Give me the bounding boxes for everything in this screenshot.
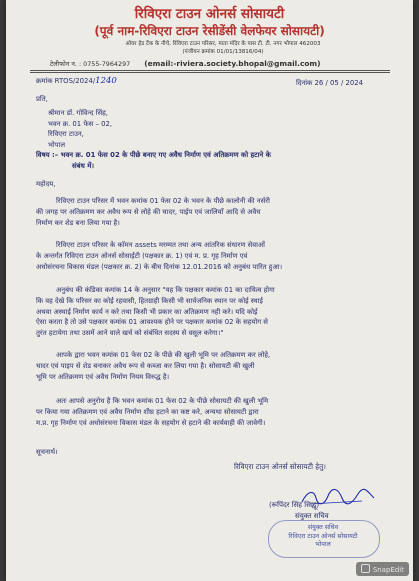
paragraph-line: अनुबंध की कंडिका कमांक 14 के अनुसार "यह कि पक्षकार कमांक 01 का दायित्व होगा [56,286,275,294]
contact-line [42,59,321,68]
seal-text [268,524,378,550]
closing-note: सूचनार्थ। [36,448,58,456]
society-former-name: (पूर्व नाम-रिविएरा टाउन रेसीडेंसी वेलफेयर सोसायटी) [94,24,325,38]
reference-label: क्रमांक RTOS/2024/ [36,77,96,85]
paragraph-line: ऐसा करता है तो उसे पक्षकार कमांक 01 आवश्यक होने पर पक्षकार कमांक 02 के सहयोग से [36,318,268,327]
registration-number: (पंजीयन क्रमांक 01/01/13816/04) [182,48,264,55]
paragraph-2 [36,240,388,272]
subject-line-continued: संबंध में। [72,162,94,170]
for-society-line: रिविएरा टाउन ओनर्स सोसायटी हेतु। [234,462,326,471]
recipient-line: भोपाल [48,140,65,149]
paragraph-line: अतः आपसे अनुरोध है कि भवन कमांक 01 फेस 02 के पीछे सोसायटी की खुली भूमि [56,397,269,405]
paragraph-line: अधोसंरचना विकास मंडल (पक्षकार क्र. 2) के बीच दिनांक 12.01.2016 को अनुबंध पारित हुआ। [36,262,283,271]
society-title: रिविएरा टाउन ओनर्स सोसायटी [134,6,285,22]
paragraph-line: अथवा अस्थाई निर्माण कार्य न करे तथा किसी भी प्रकार का अतिक्रमण नही करे। यदि कोई [36,307,258,316]
email-address: (email:-riviera.society.bhopal@gmail.com) [144,59,321,68]
reference-handwritten-number: 1240 [95,76,117,86]
header-divider [30,70,390,71]
paragraph-line: म.प्र. गृह निर्माण एवं अधोसंरचना विकास मंडल के सहयोग से हटाने की कार्यवाही की जावेगी। [36,418,266,427]
letter-page [6,0,413,581]
seal-line: भोपाल [315,541,331,548]
paragraph-line: आपके द्वारा भवन कमांक 01 फेस 02 के पीछे की खुली भूमि पर अतिक्रमण कर लोहे, [56,351,271,359]
recipient-line: भवन क्र. 01 फेस – 02, [48,119,113,128]
watermark-badge [356,562,409,576]
paragraph-line: कि वह देखे कि परिसर का कोई रहवासी, हितग्राही किसी भी सार्वजनिक स्थान पर कोई स्थाई [36,296,263,305]
salutation: महोदय, [36,180,56,188]
seal-line: रिविएरा टाउन ओनर्स सोसायटी [288,532,358,540]
paragraph-line: भूमि पर अतिक्रमण एवं अवैध निर्माण नियम विरुद्ध है। [36,372,170,381]
paragraph-4 [36,350,388,382]
seal-line: संयुक्त सचिव [307,524,339,531]
paragraph-line: के अन्तर्गत रिविएरा टाउन ओनर्स सोसाईटी (पक्षकार क्र. 1) एवं म. प्र. गृह निर्माण एवं [36,251,248,260]
reference-number [36,77,117,86]
paragraph-line: तुरंत हटायेगा तथा उसमें आने वाले खर्च को संबंधित सदस्य से वसूल करेगा।" [36,329,224,338]
paragraph-line: पर किया गया अतिक्रमण एवं अवैध निर्माण शीघ्र हटाने का कष्ट करे, अन्यथा सोसायटी द्वारा [36,407,259,416]
watermark-text: SnapEdit [372,566,404,574]
paragraph-3 [36,285,388,339]
paragraph-line: रिविएरा टाउन परिसर में भवन कमांक 01 फेस 02 के भवन के पीछे कालोनी की नर्सरी [56,197,270,205]
paragraph-5 [36,396,388,428]
address-line-1: ओवर हेड टेंक के नीचे, रिविएरा टाउन परिसर, माता मंदिर के पास टी. टी. नगर भोपाल 462003 [125,41,321,47]
recipient-line: श्रीमान डॉ. गोविन्द सिंह, [48,109,108,117]
recipient-line: रिविएरा टाउन, [48,130,84,138]
recipient-block [48,108,112,150]
snapedit-icon [361,564,370,573]
paragraph-line: रिविएरा टाउन परिसर के कॉमन assets मरम्मत तथा अन्य आंतरिक संधारण सेवाओं [56,241,265,249]
paragraph-1 [36,196,388,228]
paragraph-line: चादर एवं पाइप से शेड बनाकर अवैध रूप से कब्जा कर लिया गया है। सोसायटी की खुली [36,361,255,370]
letter-date: दिनांक 26 / 05 / 2024 [296,79,364,87]
signatory-name: (रूपिंदर सिंह सिद्धू) [269,501,320,509]
header-divider-2 [30,72,390,73]
paragraph-line: निर्माण कर शेड बना लिया गया है। [36,218,120,227]
signatory-title: संयुक्त सचिव [295,512,329,520]
subject-line: विषय :– भवन क्र. 01 फेस 02 के पीछे बनाए गए अवैध निर्माण एवं अतिक्रमण को हटाने के [36,151,271,159]
phone-number: टेलीफोन न. : 0755-7964297 [50,60,131,68]
society-address [58,41,388,56]
to-label: प्रति, [36,95,48,103]
paragraph-line: की जगह पर अतिक्रमण कर अवैध रूप से लोहे की चादर, पाईप एवं जालियाँ आदि से अवैध [36,207,261,216]
